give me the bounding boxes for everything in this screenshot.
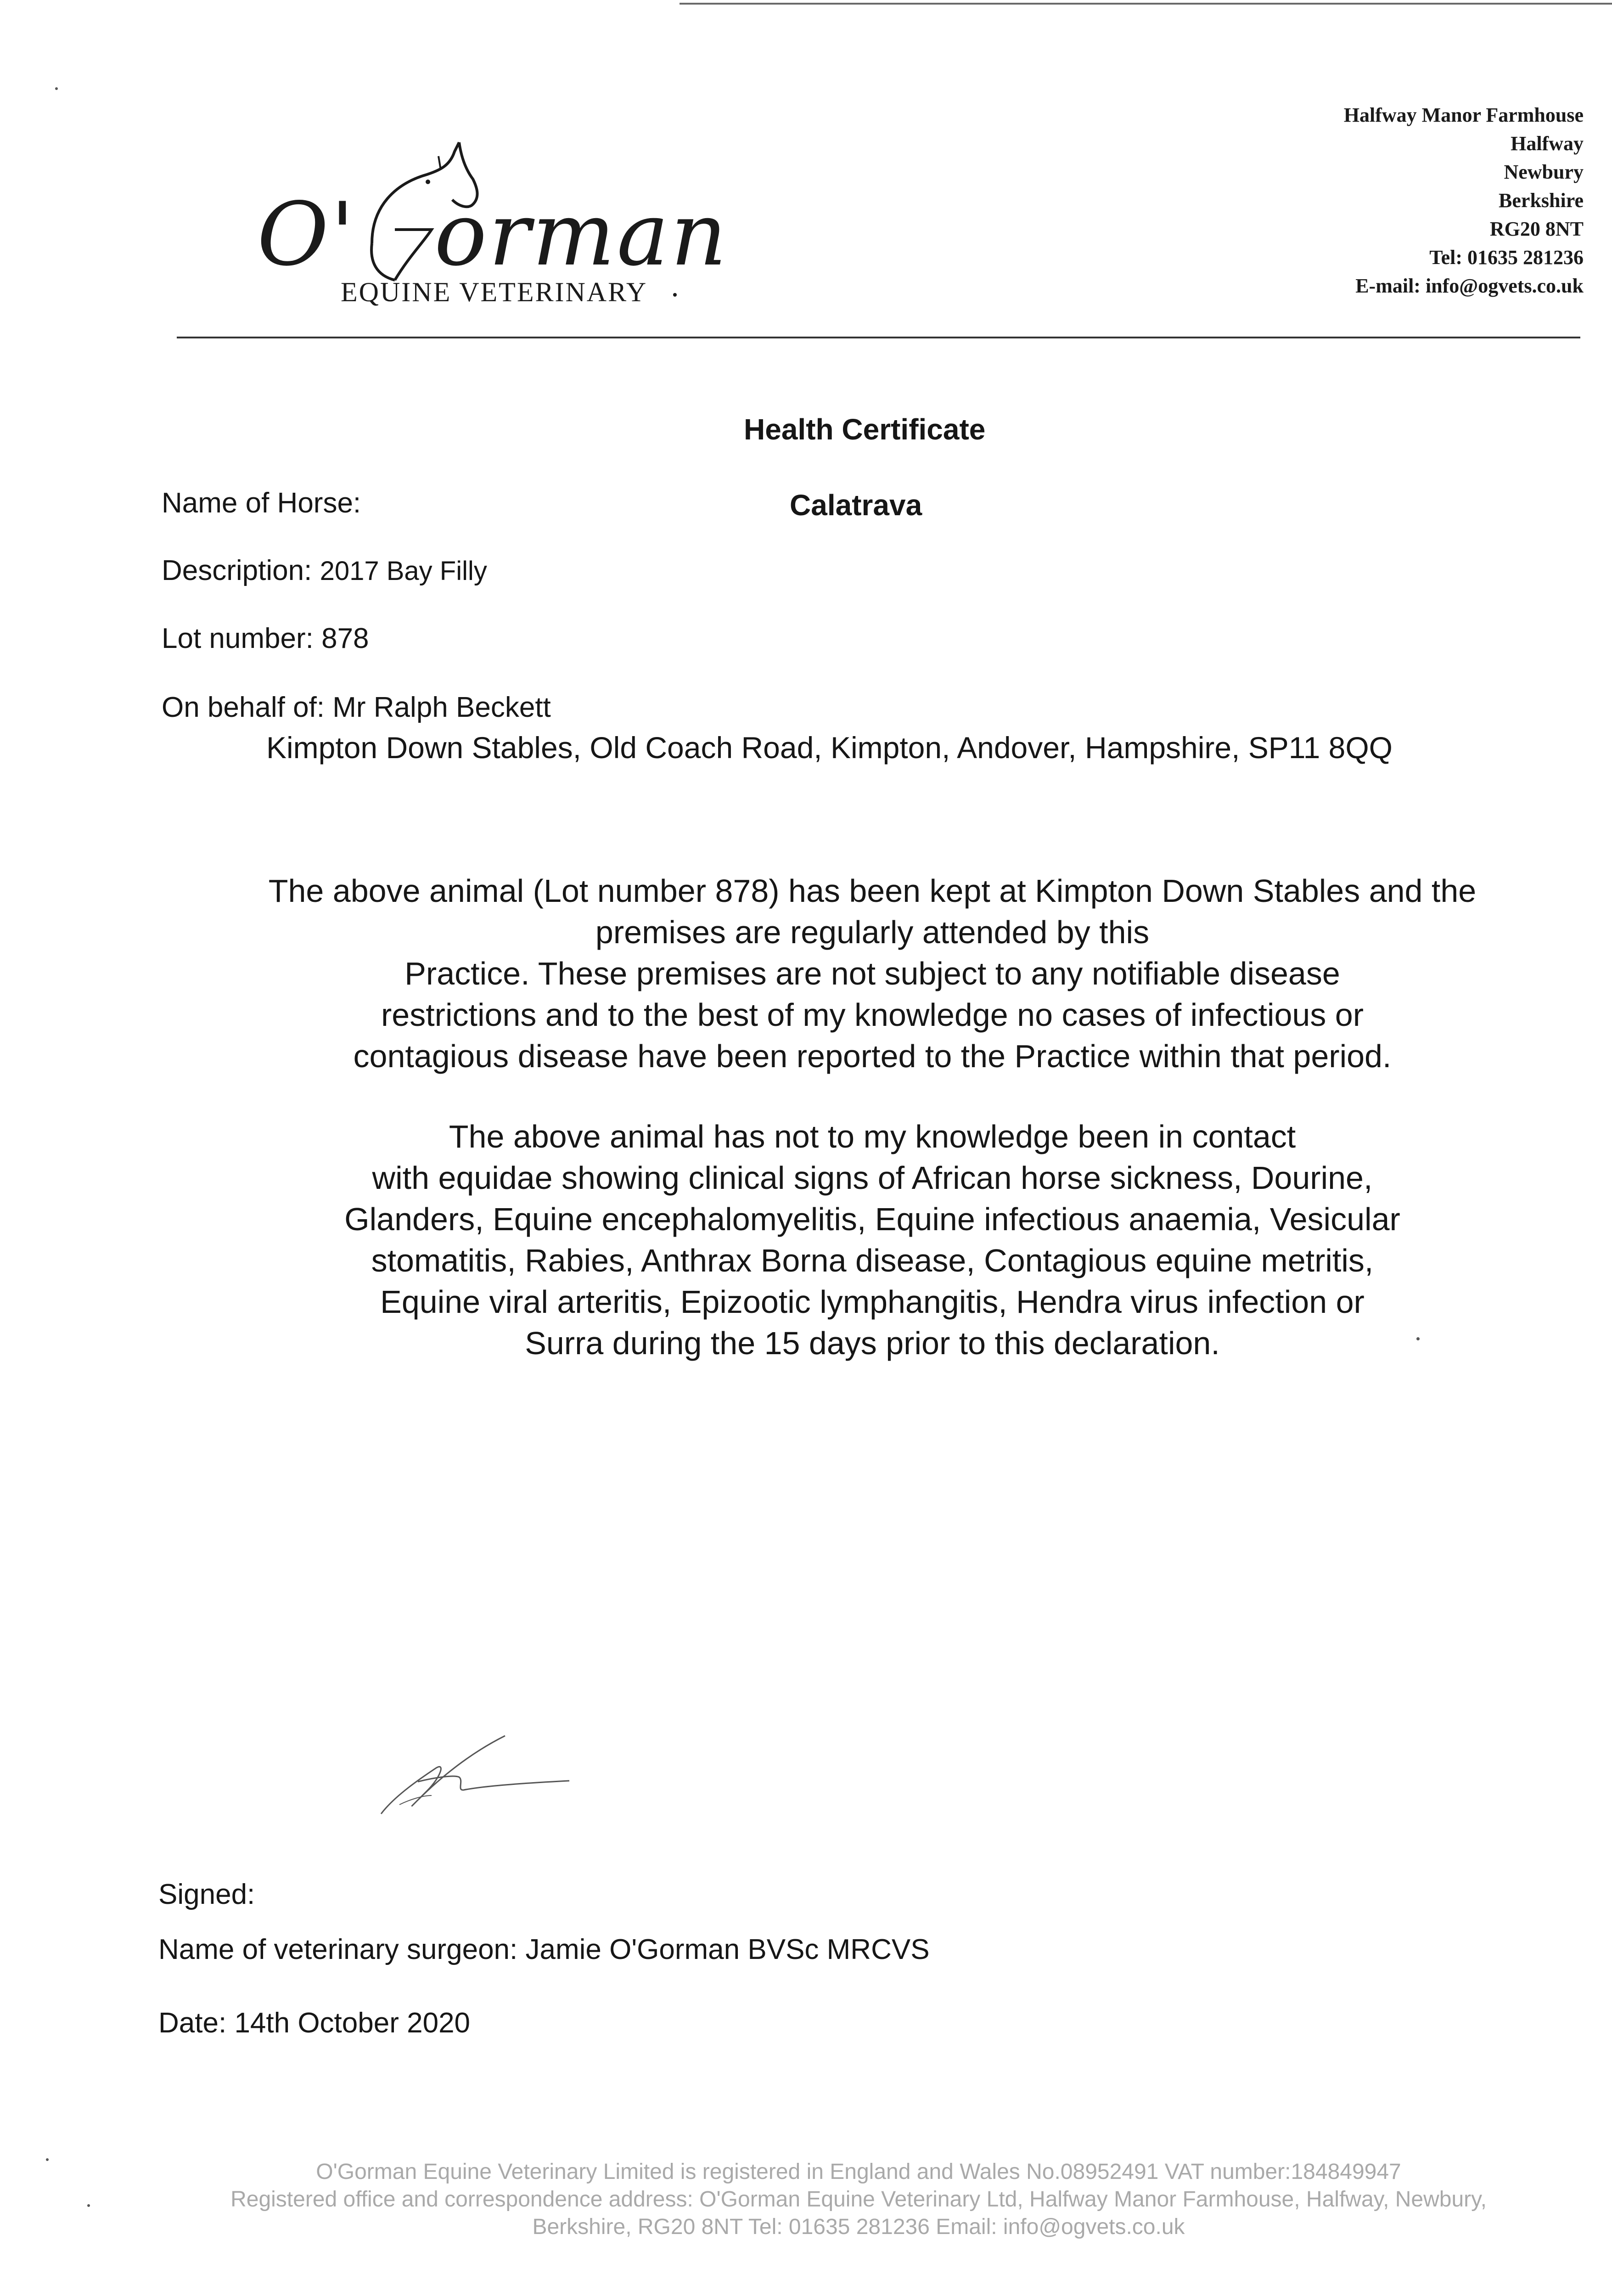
behalf-row [162,691,551,724]
paragraph-line: Equine viral arteritis, Epizootic lymphangitis, Hendra virus infection or [380,1284,1365,1320]
scan-top-edge [680,3,1612,5]
behalf-address: Kimpton Down Stables, Old Coach Road, Kimpton, Andover, Hampshire, SP11 8QQ [266,731,1393,765]
behalf-label: On behalf of: [162,692,325,723]
footer-line: O'Gorman Equine Veterinary Limited is registered in England and Wales No.08952491 VAT number:184849947 [316,2160,1401,2184]
description-row [162,554,487,587]
company-footer [138,2158,1579,2241]
address-line: RG20 8NT [1489,218,1584,240]
paragraph-line: Surra during the 15 days prior to this declaration. [525,1325,1220,1361]
logo-subtitle: EQUINE VETERINARY [341,277,648,307]
logo-wordmark: O' orman [257,184,729,285]
paragraph-line: stomatitis, Rabies, Anthrax Borna disease, Contagious equine metritis, [371,1243,1374,1278]
address-line: Halfway [1511,132,1584,155]
paragraph-line: restrictions and to the best of my knowledge no cases of infectious or [381,997,1364,1033]
practice-address [1344,101,1584,300]
footer-line: Registered office and correspondence address: O'Gorman Equine Veterinary Ltd, Halfway Manor Farmhouse, Halfway, Newbury, [230,2187,1487,2212]
behalf-name: Mr Ralph Beckett [332,692,551,723]
address-email: E-mail: info@ogvets.co.uk [1355,275,1584,297]
description-label: Description: [162,555,312,586]
vet-row [158,1933,930,1966]
declaration-paragraph-2 [138,1116,1607,1364]
horse-name-value: Calatrava [790,489,922,522]
footer-line: Berkshire, RG20 8NT Tel: 01635 281236 Email: info@ogvets.co.uk [532,2215,1185,2239]
signed-label: Signed: [158,1879,255,1910]
address-line: Newbury [1504,161,1584,183]
paragraph-line: with equidae showing clinical signs of African horse sickness, Dourine, [372,1160,1373,1196]
declaration-paragraph-1 [138,870,1607,1077]
handwritten-signature [367,1727,588,1828]
vet-name: Jamie O'Gorman BVSc MRCVS [525,1934,930,1965]
date-value: 14th October 2020 [234,2007,471,2039]
date-label: Date: [158,2007,227,2039]
certificate-title: Health Certificate [744,413,986,446]
horse-name-label: Name of Horse: [162,487,361,519]
paragraph-line: contagious disease have been reported to the Practice within that period. [353,1038,1392,1074]
lot-label: Lot number: [162,623,314,654]
paragraph-line: The above animal (Lot number 878) has been kept at Kimpton Down Stables and the [268,873,1477,909]
date-row [158,2007,470,2039]
scan-speck [55,87,58,90]
lot-row [162,622,369,655]
paragraph-line: Practice. These premises are not subject to any notifiable disease [404,956,1340,991]
paragraph-line: premises are regularly attended by this [595,914,1150,950]
description-value: 2017 Bay Filly [320,556,487,586]
scan-speck [1416,1337,1420,1340]
paragraph-line: Glanders, Equine encephalomyelitis, Equine infectious anaemia, Vesicular [344,1201,1400,1237]
address-line: Berkshire [1499,189,1584,212]
address-phone: Tel: 01635 281236 [1429,246,1584,269]
vet-label: Name of veterinary surgeon: [158,1934,518,1965]
scan-speck [87,2204,90,2207]
paragraph-line: The above animal has not to my knowledge been in contact [449,1119,1296,1154]
header-divider [177,337,1580,338]
lot-value: 878 [321,623,369,654]
address-line: Halfway Manor Farmhouse [1343,104,1584,126]
scan-speck [46,2158,49,2161]
